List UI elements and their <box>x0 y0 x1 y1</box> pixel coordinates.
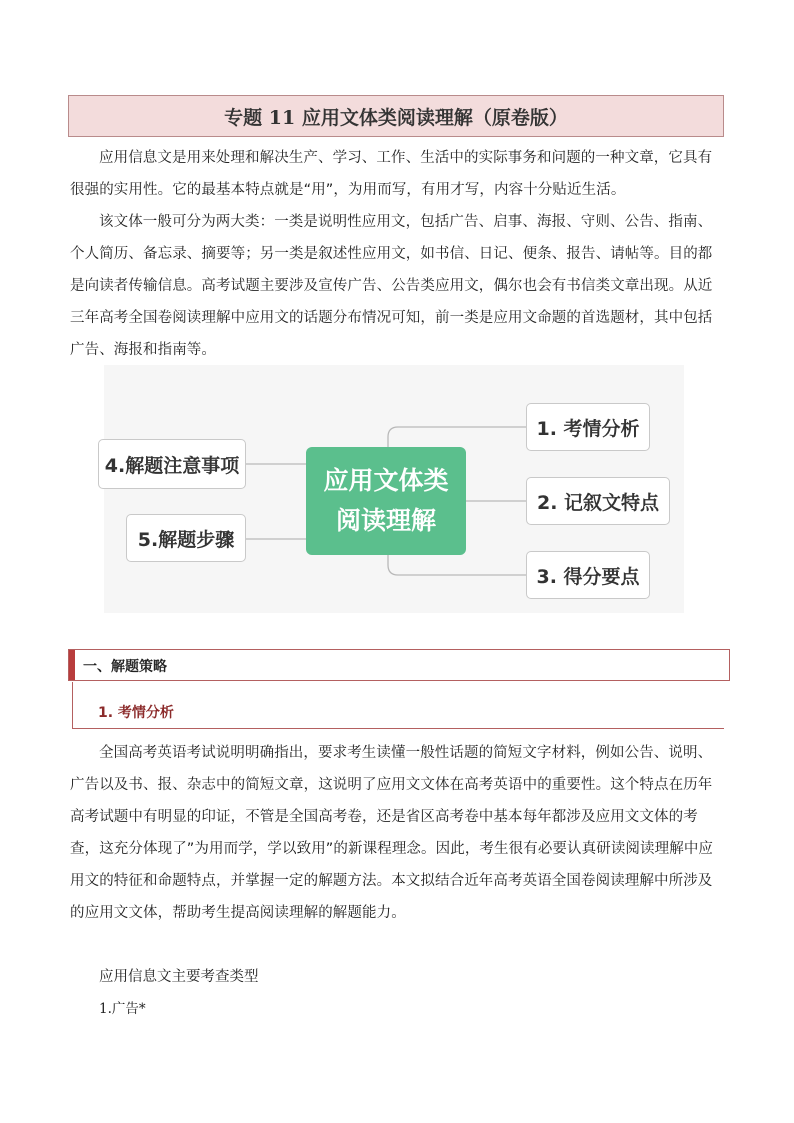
intro-paragraph-2: 该文体一般可分为两大类：一类是说明性应用文，包括广告、启事、海报、守则、公告、指南、个人简历、备忘录、摘要等；另一类是叙述性应用文，如书信、日记、便条、报告、请帖等。目的都是向读者传输信息。高考试题主要涉及宣传广告、公告类应用文，偶尔也会有书信类文章出现。从近三年高考全国卷阅读理解中应用文的话题分布情况可知，前一类是应用文命题的首选题材，其中包括广告、海报和指南等。 <box>70 214 713 358</box>
page-title: 专题 11 应用文体类阅读理解（原卷版） <box>224 106 568 129</box>
connector-right-1 <box>388 427 526 447</box>
section-heading: 一、解题策略 <box>68 649 730 681</box>
intro-paragraph-1: 应用信息文是用来处理和解决生产、学习、工作、生活中的实际事务和问题的一种文章，它具有很强的实用性。它的最基本特点就是“用”，为用而写，有用才写，内容十分贴近生活。 <box>70 150 713 198</box>
connector-right-3 <box>388 555 526 575</box>
node-scoring-points: 3. 得分要点 <box>526 551 650 599</box>
node-exam-analysis: 1. 考情分析 <box>526 403 650 451</box>
title-banner <box>68 95 724 137</box>
center-node: 应用文体类 阅读理解 <box>306 447 466 555</box>
sub-section-heading: 1. 考情分析 <box>72 682 724 729</box>
section-accent-bar <box>69 650 75 680</box>
types-heading: 应用信息文主要考查类型 <box>99 969 259 985</box>
node-narrative-features: 2. 记叙文特点 <box>526 477 670 525</box>
analysis-paragraph: 全国高考英语考试说明明确指出，要求考生读懂一般性话题的简短文字材料，例如公告、说明、广告以及书、报、杂志中的简短文章，这说明了应用文文体在高考英语中的重要性。这个特点在历年高考试题中有明显的印证，不管是全国高考卷，还是省区高考卷中基本每年都涉及应用文文体的考查，这充分体现了”为用而学，学以致用”的新课程理念。因此，考生很有必要认真研读阅读理解中应用文的特征和命题特点，并掌握一定的解题方法。本文拟结合近年高考英语全国卷阅读理解中所涉及的应用文文体，帮助考生提高阅读理解的解题能力。 <box>70 745 714 921</box>
mind-map <box>104 365 684 613</box>
node-steps: 5.解题步骤 <box>126 514 246 562</box>
node-notes: 4.解题注意事项 <box>98 439 246 489</box>
type-item-1: 1.广告* <box>99 1001 146 1017</box>
